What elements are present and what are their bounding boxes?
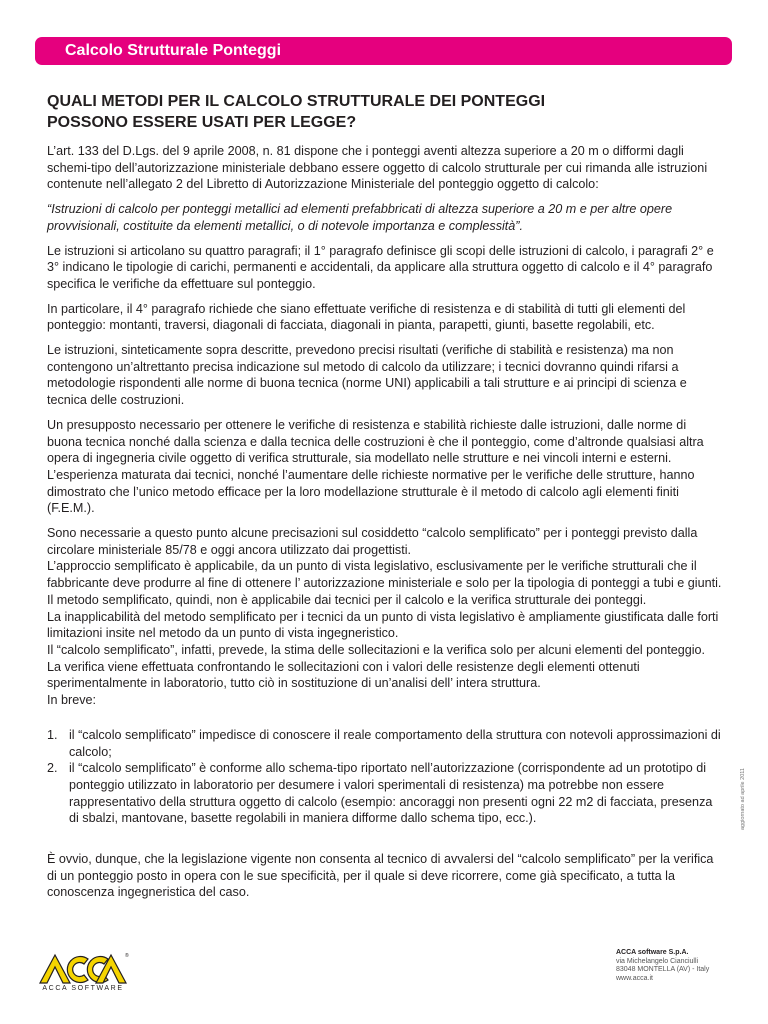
paragraph-simplified-c: Il metodo semplificato, quindi, non è applicabile dai tecnici per il calcolo e la verifica strutturale dei ponteggi.	[47, 592, 647, 607]
paragraph-simplified-e: Il “calcolo semplificato”, infatti, prevede, la stima delle sollecitazioni e la verifica solo per alcuni elementi del ponteggio. La verifica viene effettuata confrontando le sollecitazioni con i valori delle resistenze degli elementi ottenuti sperimentalmente in laboratorio, tutto ciò in sostituzione di un’analisi dell’ intera struttura.	[47, 642, 706, 691]
paragraph-in-breve: In breve:	[47, 693, 97, 708]
paragraph-simplified	[47, 525, 722, 709]
paragraph-methods: Le istruzioni, sinteticamente sopra descritte, prevedono precisi risultati (verifiche di stabilità e resistenza) ma non contengono un’altrettanto precisa indicazione sul metodo di calcolo da utilizzare; i tecnici dovranno quindi rifarsi a metodologie rispondenti alle norme di buona tecnica (norme UNI) applicabili a tali strutture e ai principi di scienza e tecnica delle costruzioni.	[47, 343, 687, 408]
paragraph-simplified-d: La inapplicabilità del metodo semplificato per i tecnici da un punto di vista legislativo è ampliamente giustificata dalle forti limitazioni insite nel metodo da un punto di vista ingegneristico.	[47, 609, 719, 641]
company-city: 83048 MONTELLA (AV) - Italy	[616, 966, 710, 974]
acca-logo-icon	[38, 950, 130, 986]
quoted-instructions: “Istruzioni di calcolo per ponteggi metallici ad elementi prefabbricati di altezza superiore a 20 m e per altre opere provvisionali, costituite da elementi metallici, o di notevole importanza e complessità”.	[47, 202, 673, 233]
acca-logo	[38, 950, 130, 995]
update-note: aggiornato ad aprile 2011	[740, 768, 746, 830]
paragraph-simplified-b: L’approccio semplificato è applicabile, da un punto di vista legislativo, esclusivamente per le verifiche strutturali che il fabbricante deve produrre al fine di ottenere l’ autorizzazione ministeriale e solo per la tipologia di ponteggi a tubi e giunti.	[47, 559, 722, 591]
list-item-number: 1.	[47, 727, 58, 742]
paragraph-fem-a: Un presupposto necessario per ottenere le verifiche di resistenza e stabilità richieste dalle istruzioni, dalle norme di buona tecnica nonché dalla scienza e dalla tecnica delle costruzioni è che il ponteggio, come d’altronde qualsiasi altra opera di ingegneria civile oggetto di verifica strutturale, sia modellato nelle strutture e nei vincoli interni e esterni.	[47, 417, 704, 466]
list-item	[47, 760, 722, 827]
title-banner	[35, 37, 732, 65]
paragraph-structure: Le istruzioni si articolano su quattro paragrafi; il 1° paragrafo definisce gli scopi delle istruzioni di calcolo, i paragrafi 2° e 3° indicano le tipologie di carichi, permanenti e accidentali, da applicare alla struttura oggetto di calcolo e il 4° paragrafo specifica le verifiche da effettuare sul ponteggio.	[47, 243, 714, 291]
article-body	[47, 143, 722, 909]
paragraph-fourth-section: In particolare, il 4° paragrafo richiede che siano effettuate verifiche di resistenza e di stabilità di tutti gli elementi del ponteggio: montanti, traversi, diagonali di facciata, diagonali in pianta, parapetti, giunti, basette regolabili, etc.	[47, 301, 686, 333]
page-heading	[47, 91, 707, 133]
company-website[interactable]: www.acca.it	[616, 974, 653, 982]
list-item-text: il “calcolo semplificato” impedisce di conoscere il reale comportamento della struttura con notevoli approssimazioni di calcolo;	[69, 727, 721, 759]
paragraph-fem-b: L’esperienza maturata dai tecnici, nonché l’aumentare delle richieste normative per le verifiche delle strutture, hanno dimostrato che l’unico metodo efficace per la loro modellazione strutturale è il metodo di calcolo agli elementi finiti (F.E.M.).	[47, 467, 695, 516]
paragraph-intro: L’art. 133 del D.Lgs. del 9 aprile 2008, n. 81 dispone che i ponteggi aventi altezza superiore a 20 m o difformi dagli schemi-tipo dell’autorizzazione ministeriale debbano essere oggetto di calcolo strutturale per cui rimanda alle istruzioni contenute nell’allegato 2 del Libretto di Autorizzazione Ministeriale del ponteggio oggetto di calcolo:	[47, 144, 708, 192]
list-item-text: il “calcolo semplificato” è conforme allo schema-tipo riportato nell’autorizzazione (corrispondente ad un prototipo di ponteggio utilizzato in laboratorio per desumere i valori sperimentali di resistenza) ma potrebbe non essere rappresentativo della struttura oggetto di calcolo (esempio: ancoraggi non presenti ogni 22 m2 di facciata, presenza di sbalzi, mantovane, basette regolabili in maniera difforme dallo schema tipo, ecc.).	[69, 761, 713, 826]
company-address: via Michelangelo Cianciulli	[616, 957, 699, 965]
numbered-list	[47, 727, 722, 827]
heading-line-1: QUALI METODI PER IL CALCOLO STRUTTURALE DEI PONTEGGI	[47, 93, 546, 110]
list-item-number: 2.	[47, 761, 58, 776]
logo-tagline: ACCA SOFTWARE	[42, 985, 124, 992]
paragraph-simplified-a: Sono necessarie a questo punto alcune precisazioni sul cosiddetto “calcolo semplificato” per i ponteggi previsto dalla circolare ministeriale 85/78 e oggi ancora utilizzato dai progettisti.	[47, 526, 698, 557]
heading-line-2: POSSONO ESSERE USATI PER LEGGE?	[47, 114, 357, 131]
paragraph-fem	[47, 417, 722, 517]
company-name: ACCA software S.p.A.	[616, 949, 689, 956]
banner-title: Calcolo Strutturale Ponteggi	[65, 42, 282, 59]
paragraph-conclusion: È ovvio, dunque, che la legislazione vigente non consenta al tecnico di avvalersi del “calcolo semplificato” per la verifica di un ponteggio posto in opera con le sue specificità, per il quale si deve ricorrere, come già specificato, a tutta la conoscenza ingegneristica del caso.	[47, 852, 714, 900]
svg-text:®: ®	[125, 953, 129, 959]
company-info	[616, 949, 709, 983]
list-item	[47, 727, 722, 760]
